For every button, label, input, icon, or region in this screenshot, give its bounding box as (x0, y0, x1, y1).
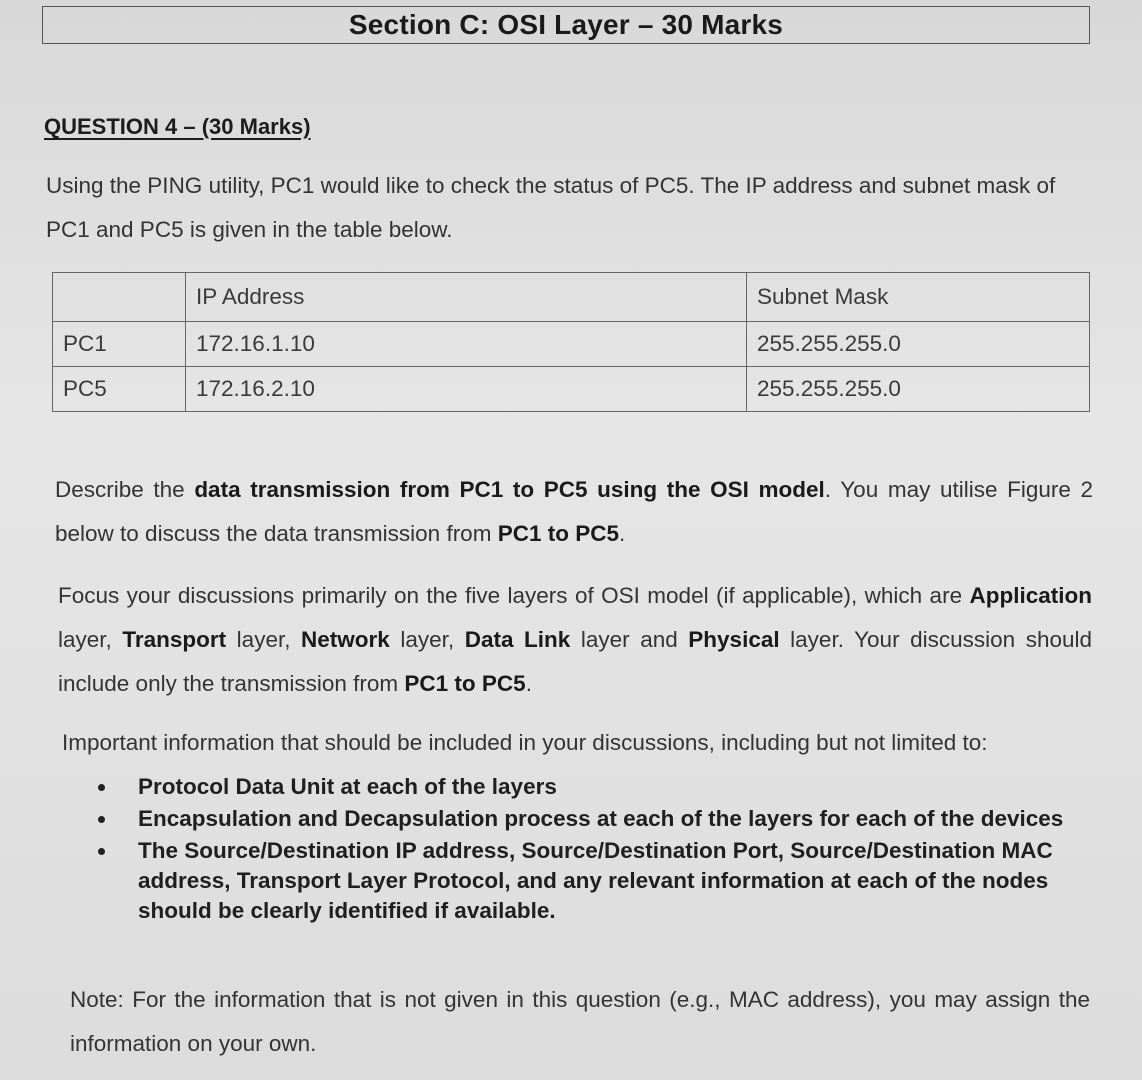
bullet-icon (98, 816, 105, 823)
table-cell: 255.255.255.0 (747, 322, 1090, 367)
list-item-text: Protocol Data Unit at each of the layers (138, 774, 557, 799)
text-run: Describe the (55, 477, 195, 502)
bold-run: Network (301, 627, 390, 652)
table-cell: 172.16.2.10 (186, 367, 747, 412)
list-item (98, 772, 1092, 802)
list-item (98, 836, 1092, 926)
text-run: Focus your discussions primarily on the five layers of OSI model (if applicable), which are (58, 583, 970, 608)
bold-run: Application (969, 583, 1092, 608)
bullet-icon (98, 784, 105, 791)
question-title: QUESTION 4 – (30 Marks) (44, 114, 311, 139)
table-row (53, 322, 1090, 367)
text-run: layer, (226, 627, 302, 652)
important-intro: Important information that should be included in your discussions, including but not limited to: (62, 730, 988, 755)
table-cell: 172.16.1.10 (186, 322, 747, 367)
focus-paragraph (58, 574, 1092, 706)
bold-run: Transport (122, 627, 227, 652)
table-cell: PC1 (53, 322, 186, 367)
table-header-cell (53, 273, 186, 322)
bold-run: PC1 to PC5 (404, 671, 526, 696)
text-run: . You may utilise Figure 2 below to discuss the data transmission from (55, 477, 1094, 546)
text-run: layer, (58, 627, 123, 652)
text-run: . (525, 671, 532, 696)
note-paragraph: Note: For the information that is not given in this question (e.g., MAC address), you may assign the information on your own. (70, 987, 1090, 1056)
table-header-cell: IP Address (186, 273, 747, 322)
bold-run: Data Link (464, 627, 571, 652)
list-item (98, 804, 1092, 834)
text-run: layer. Your discussion should include only the transmission from (58, 627, 1093, 696)
text-run: layer and (570, 627, 689, 652)
text-run: layer, (389, 627, 465, 652)
list-item-text: The Source/Destination IP address, Source/Destination Port, Source/Destination MAC address, Transport Layer Protocol, and any relevant information at each of the nodes should be clearly identified if available. (138, 838, 1053, 923)
bold-run: PC1 to PC5 (497, 521, 619, 546)
table-header-row (53, 273, 1090, 322)
table-cell: PC5 (53, 367, 186, 412)
table-cell: 255.255.255.0 (747, 367, 1090, 412)
text-run: . (618, 521, 626, 546)
requirements-list (98, 772, 1092, 928)
bold-run: Physical (688, 627, 780, 652)
list-item-text: Encapsulation and Decapsulation process at each of the layers for each of the devices (138, 806, 1064, 831)
bullet-icon (98, 848, 105, 855)
describe-paragraph (55, 468, 1093, 556)
bold-run: data transmission from PC1 to PC5 using the OSI model (194, 477, 825, 502)
table-row (53, 367, 1090, 412)
intro-paragraph: Using the PING utility, PC1 would like to check the status of PC5. The IP address and subnet mask of PC1 and PC5 is given in the table below. (46, 173, 1056, 242)
ip-table (52, 272, 1090, 412)
table-header-cell: Subnet Mask (747, 273, 1090, 322)
section-title: Section C: OSI Layer – 30 Marks (348, 9, 784, 40)
section-header-box (42, 6, 1090, 44)
